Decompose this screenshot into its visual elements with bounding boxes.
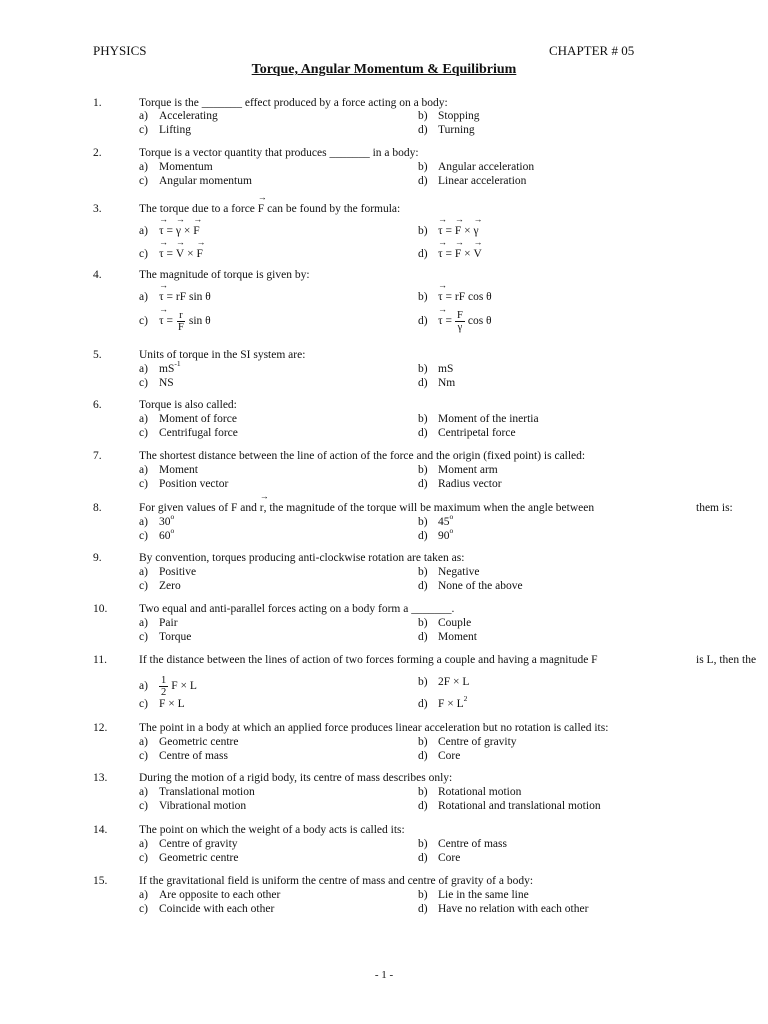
option-d: d) None of the above [418,580,523,592]
vector-symbol: → F [258,202,264,216]
question-text: During the motion of a rigid body, its centre of mass describes only: [139,772,453,784]
fraction: $\frac{1}{2}$ [161,675,167,698]
option-b: b) Angular acceleration [418,161,535,173]
option-b: b) mS [418,363,454,375]
option-d: d) Core [418,750,461,762]
option-c: c)→ τ = → V × → F [139,247,203,261]
option-c: c) Geometric centre [139,852,239,864]
option-d: d) Rotational and translational motion [418,800,601,812]
fraction: $\frac{F}{\gamma}$ [457,310,463,333]
page-title: Torque, Angular Momentum & Equilibrium [251,62,517,77]
option-a: a) Pair [139,617,178,629]
question-text: If the gravitational field is uniform the centre of mass and centre of gravity of a body: [139,875,534,887]
option-b: b) Centre of mass [418,838,507,850]
option-b: b) 45$^o$ [418,512,454,528]
option-c: c) Zero [139,580,181,592]
page-number: - 1 - [374,969,394,981]
question-text: The shortest distance between the line of action of the force and the origin (fixed point) is called: [139,450,586,462]
option-a: a) $\frac{1}{2}$ F × L [139,675,197,698]
option-a: a) Are opposite to each other [139,889,281,901]
option-c: c) NS [139,377,174,389]
option-c: c) Centre of mass [139,750,228,762]
question-text-tail: them is: [696,502,733,514]
option-a: a) Momentum [139,161,213,173]
question-text: If the distance between the lines of action of two forces forming a couple and having a magnitude F [139,654,598,666]
question-text: Torque is a vector quantity that produces _______ in a body: [139,147,419,159]
option-c: c) 60$^o$ [139,526,175,542]
option-a: a) Geometric centre [139,736,239,748]
question-number: 4. [93,269,102,281]
question-number: 5. [93,349,102,361]
option-d: d) Moment [418,631,477,643]
option-a: a) Centre of gravity [139,838,238,850]
question-number: 14. [93,824,108,836]
option-d: d)→ τ = → F × → V [418,247,482,261]
question-text: The magnitude of torque is given by: [139,269,310,281]
question-number: 7. [93,450,102,462]
question-number: 12. [93,722,108,734]
option-b: b) Negative [418,566,480,578]
option-c: c) Torque [139,631,192,643]
subject-label: PHYSICS [93,43,147,58]
question-number: 1. [93,97,102,109]
fraction: $\frac{r}{F}$ [178,310,184,333]
question-number: 3. [93,203,102,215]
option-d: d) $F \times L^2$ [418,694,468,710]
question-text: For given values of F and → r, the magnitude of the torque will be maximum when the angle between [139,501,594,515]
question-number: 8. [93,502,102,514]
question-text: The torque due to a force → F can be found by the formula: [139,202,400,216]
question-number: 15. [93,875,108,887]
option-d: d) Radius vector [418,478,502,490]
option-a: a)→ τ = rF sin θ [139,290,211,304]
option-d: d) Core [418,852,461,864]
option-d: d) Centripetal force [418,427,516,439]
option-b: b) Rotational motion [418,786,522,798]
option-b: b)→ τ = → F × → γ [418,224,479,238]
chapter-label: CHAPTER # 05 [549,43,635,58]
question-number: 2. [93,147,102,159]
question-number: 11. [93,654,107,666]
option-b: b) Moment of the inertia [418,413,539,425]
option-c: c) F × L [139,698,185,710]
option-a: a) Accelerating [139,110,218,122]
question-number: 13. [93,772,108,784]
question-text: The point in a body at which an applied force produces linear acceleration but no rotation is called its: [139,722,609,734]
vector-symbol: → r [260,501,264,515]
option-c: c)→ τ = $\frac{r}{F}$ sin θ [139,310,211,333]
question-text: By convention, torques producing anti-clockwise rotation are taken as: [139,552,465,564]
option-a: a) Positive [139,566,197,578]
option-b: b)→ τ = rF cos θ [418,290,492,304]
question-text-tail: is L, then the [696,654,757,666]
option-d: d) Turning [418,124,475,136]
option-c: c) Vibrational motion [139,800,247,812]
option-a: a) $mS^{-1}$ [139,359,181,375]
option-c: c) Position vector [139,478,229,490]
option-b: b) Couple [418,617,472,629]
option-d: d) Have no relation with each other [418,903,589,915]
option-d: d)→ τ = $\frac{F}{\gamma}$ cos θ [418,310,492,333]
option-d: d) Linear acceleration [418,175,527,187]
option-c: c) Angular momentum [139,175,252,187]
option-a: a) 30$^o$ [139,512,175,528]
option-b: b) Centre of gravity [418,736,517,748]
option-b: b) 2F × L [418,676,470,688]
option-b: b) Stopping [418,110,480,122]
option-c: c) Centrifugal force [139,427,238,439]
option-a: a) Moment of force [139,413,237,425]
option-b: b) Lie in the same line [418,889,529,901]
question-text: The point on which the weight of a body acts is called its: [139,824,405,836]
option-a: a) Translational motion [139,786,255,798]
option-d: d) Nm [418,377,456,389]
question-number: 6. [93,399,102,411]
question-text: Torque is also called: [139,399,237,411]
option-b: b) Moment arm [418,464,498,476]
question-number: 9. [93,552,102,564]
question-text: Torque is the _______ effect produced by a force acting on a body: [139,97,448,109]
option-c: c) Coincide with each other [139,903,275,915]
option-c: c) Lifting [139,124,191,136]
question-number: 10. [93,603,108,615]
option-a: a)→ τ = → γ × → F [139,224,200,238]
option-a: a) Moment [139,464,198,476]
option-d: d) 90$^o$ [418,526,454,542]
question-text: Two equal and anti-parallel forces acting on a body form a _______. [139,603,455,615]
question-text: Units of torque in the SI system are: [139,349,306,361]
